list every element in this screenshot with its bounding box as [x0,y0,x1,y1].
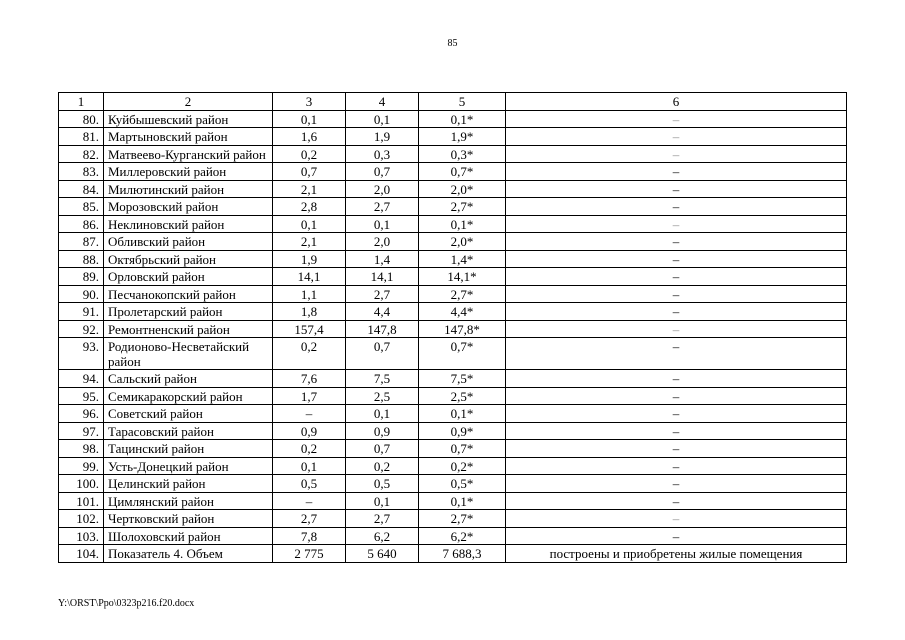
district-name-cell: Тацинский район [104,440,273,458]
row-number-cell: 99. [59,457,104,475]
value-col4-cell: 7,5 [346,370,419,388]
value-col4-cell: 1,9 [346,128,419,146]
value-col3-cell: 0,1 [273,110,346,128]
value-col5-cell: 0,9* [419,422,506,440]
value-col4-cell: 5 640 [346,545,419,563]
value-col3-cell: – [273,492,346,510]
row-number-cell: 80. [59,110,104,128]
row-number-cell: 82. [59,145,104,163]
district-name-cell: Тарасовский район [104,422,273,440]
district-name-cell: Обливский район [104,233,273,251]
value-col4-cell: 4,4 [346,303,419,321]
table-row [59,370,847,388]
row-number-cell: 90. [59,285,104,303]
note-cell: – [506,110,847,128]
value-col3-cell: 1,1 [273,285,346,303]
note-cell: – [506,405,847,423]
table-row [59,440,847,458]
district-name-cell: Орловский район [104,268,273,286]
note-cell: – [506,250,847,268]
row-number-cell: 103. [59,527,104,545]
value-col4-cell: 0,7 [346,338,419,370]
value-col5-cell: 2,0* [419,233,506,251]
value-col5-cell: 0,3* [419,145,506,163]
value-col4-cell: 2,0 [346,233,419,251]
page-number: 85 [447,38,458,49]
note-cell: – [506,492,847,510]
value-col3-cell: 2,7 [273,510,346,528]
value-col5-cell: 6,2* [419,527,506,545]
table-row [59,303,847,321]
value-col4-cell: 2,0 [346,180,419,198]
note-cell: – [506,422,847,440]
header-cell: 4 [346,93,419,111]
row-number-cell: 102. [59,510,104,528]
value-col3-cell: 1,9 [273,250,346,268]
table-row [59,457,847,475]
value-col4-cell: 147,8 [346,320,419,338]
row-number-cell: 89. [59,268,104,286]
district-name-cell: Чертковский район [104,510,273,528]
table-row [59,233,847,251]
row-number-cell: 91. [59,303,104,321]
value-col3-cell: 0,9 [273,422,346,440]
value-col4-cell: 0,1 [346,405,419,423]
value-col5-cell: 1,9* [419,128,506,146]
value-col4-cell: 2,7 [346,198,419,216]
value-col5-cell: 0,5* [419,475,506,493]
value-col3-cell: 2,1 [273,180,346,198]
note-cell: – [506,527,847,545]
row-number-cell: 86. [59,215,104,233]
table-row [59,492,847,510]
value-col5-cell: 2,7* [419,285,506,303]
value-col3-cell: 1,8 [273,303,346,321]
value-col5-cell: 0,7* [419,163,506,181]
row-number-cell: 101. [59,492,104,510]
district-name-cell: Целинский район [104,475,273,493]
district-name-cell: Шолоховский район [104,527,273,545]
note-cell: – [506,440,847,458]
value-col3-cell: 7,8 [273,527,346,545]
district-name-cell: Миллеровский район [104,163,273,181]
district-name-cell: Советский район [104,405,273,423]
value-col3-cell: 7,6 [273,370,346,388]
district-name-cell: Матвеево-Курганский район [104,145,273,163]
district-name-cell: Цимлянский район [104,492,273,510]
value-col3-cell: – [273,405,346,423]
header-cell: 5 [419,93,506,111]
note-cell: – [506,475,847,493]
value-col5-cell: 0,2* [419,457,506,475]
note-cell: – [506,285,847,303]
row-number-cell: 96. [59,405,104,423]
district-name-cell: Показатель 4. Объем [104,545,273,563]
header-cell: 2 [104,93,273,111]
value-col5-cell: 0,7* [419,440,506,458]
table-row [59,545,847,563]
note-cell: – [506,303,847,321]
table-row [59,250,847,268]
value-col4-cell: 0,1 [346,110,419,128]
table-row [59,215,847,233]
value-col4-cell: 2,5 [346,387,419,405]
district-name-cell: Ремонтненский район [104,320,273,338]
value-col3-cell: 0,1 [273,215,346,233]
value-col5-cell: 7,5* [419,370,506,388]
value-col3-cell: 157,4 [273,320,346,338]
value-col3-cell: 0,7 [273,163,346,181]
row-number-cell: 98. [59,440,104,458]
value-col4-cell: 1,4 [346,250,419,268]
value-col5-cell: 14,1* [419,268,506,286]
row-number-cell: 81. [59,128,104,146]
value-col3-cell: 1,7 [273,387,346,405]
table-row [59,163,847,181]
district-name-cell: Неклиновский район [104,215,273,233]
table-row [59,475,847,493]
value-col5-cell: 2,7* [419,510,506,528]
value-col3-cell: 0,2 [273,440,346,458]
table-row [59,180,847,198]
district-name-cell: Родионово-Несветайский район [104,338,273,370]
district-name-cell: Мартыновский район [104,128,273,146]
value-col3-cell: 0,2 [273,338,346,370]
row-number-cell: 94. [59,370,104,388]
value-col4-cell: 0,7 [346,163,419,181]
table-row [59,387,847,405]
table-row [59,405,847,423]
value-col4-cell: 0,7 [346,440,419,458]
note-cell: – [506,198,847,216]
value-col5-cell: 2,5* [419,387,506,405]
note-cell: – [506,233,847,251]
value-col4-cell: 6,2 [346,527,419,545]
note-cell: – [506,145,847,163]
value-col5-cell: 0,1* [419,110,506,128]
table-header-row [59,93,847,111]
value-col3-cell: 2,8 [273,198,346,216]
data-table [58,92,847,563]
value-col3-cell: 0,2 [273,145,346,163]
value-col4-cell: 2,7 [346,285,419,303]
table-row [59,527,847,545]
value-col4-cell: 2,7 [346,510,419,528]
district-name-cell: Октябрьский район [104,250,273,268]
value-col3-cell: 0,5 [273,475,346,493]
district-name-cell: Милютинский район [104,180,273,198]
value-col4-cell: 0,1 [346,492,419,510]
value-col3-cell: 2 775 [273,545,346,563]
value-col5-cell: 2,7* [419,198,506,216]
row-number-cell: 88. [59,250,104,268]
row-number-cell: 100. [59,475,104,493]
value-col5-cell: 0,7* [419,338,506,370]
value-col4-cell: 14,1 [346,268,419,286]
note-cell: – [506,457,847,475]
row-number-cell: 84. [59,180,104,198]
table-row [59,145,847,163]
value-col5-cell: 4,4* [419,303,506,321]
file-path-footer: Y:\ORST\Ppo\0323p216.f20.docx [58,598,195,609]
value-col3-cell: 14,1 [273,268,346,286]
value-col4-cell: 0,2 [346,457,419,475]
note-cell: – [506,338,847,370]
note-cell: – [506,387,847,405]
row-number-cell: 97. [59,422,104,440]
header-cell: 1 [59,93,104,111]
value-col3-cell: 2,1 [273,233,346,251]
note-cell: – [506,510,847,528]
value-col5-cell: 7 688,3 [419,545,506,563]
table-row [59,510,847,528]
row-number-cell: 92. [59,320,104,338]
header-cell: 6 [506,93,847,111]
value-col5-cell: 0,1* [419,405,506,423]
note-cell: – [506,180,847,198]
value-col5-cell: 1,4* [419,250,506,268]
note-cell: – [506,163,847,181]
table-row [59,422,847,440]
district-name-cell: Семикаракорский район [104,387,273,405]
district-name-cell: Усть-Донецкий район [104,457,273,475]
table-row [59,198,847,216]
note-cell: – [506,215,847,233]
value-col4-cell: 0,5 [346,475,419,493]
table-row [59,338,847,370]
row-number-cell: 104. [59,545,104,563]
district-name-cell: Сальский район [104,370,273,388]
table-row [59,320,847,338]
note-cell: – [506,320,847,338]
table-row [59,128,847,146]
value-col3-cell: 0,1 [273,457,346,475]
note-cell: построены и приобретены жилые помещения [506,545,847,563]
row-number-cell: 87. [59,233,104,251]
value-col5-cell: 147,8* [419,320,506,338]
district-name-cell: Морозовский район [104,198,273,216]
value-col4-cell: 0,9 [346,422,419,440]
header-cell: 3 [273,93,346,111]
district-name-cell: Песчанокопский район [104,285,273,303]
table-row [59,285,847,303]
note-cell: – [506,128,847,146]
value-col4-cell: 0,1 [346,215,419,233]
value-col4-cell: 0,3 [346,145,419,163]
value-col5-cell: 0,1* [419,215,506,233]
table-row [59,110,847,128]
table-row [59,268,847,286]
district-name-cell: Пролетарский район [104,303,273,321]
value-col5-cell: 0,1* [419,492,506,510]
note-cell: – [506,268,847,286]
note-cell: – [506,370,847,388]
district-name-cell: Куйбышевский район [104,110,273,128]
row-number-cell: 93. [59,338,104,370]
row-number-cell: 85. [59,198,104,216]
value-col3-cell: 1,6 [273,128,346,146]
row-number-cell: 95. [59,387,104,405]
row-number-cell: 83. [59,163,104,181]
value-col5-cell: 2,0* [419,180,506,198]
